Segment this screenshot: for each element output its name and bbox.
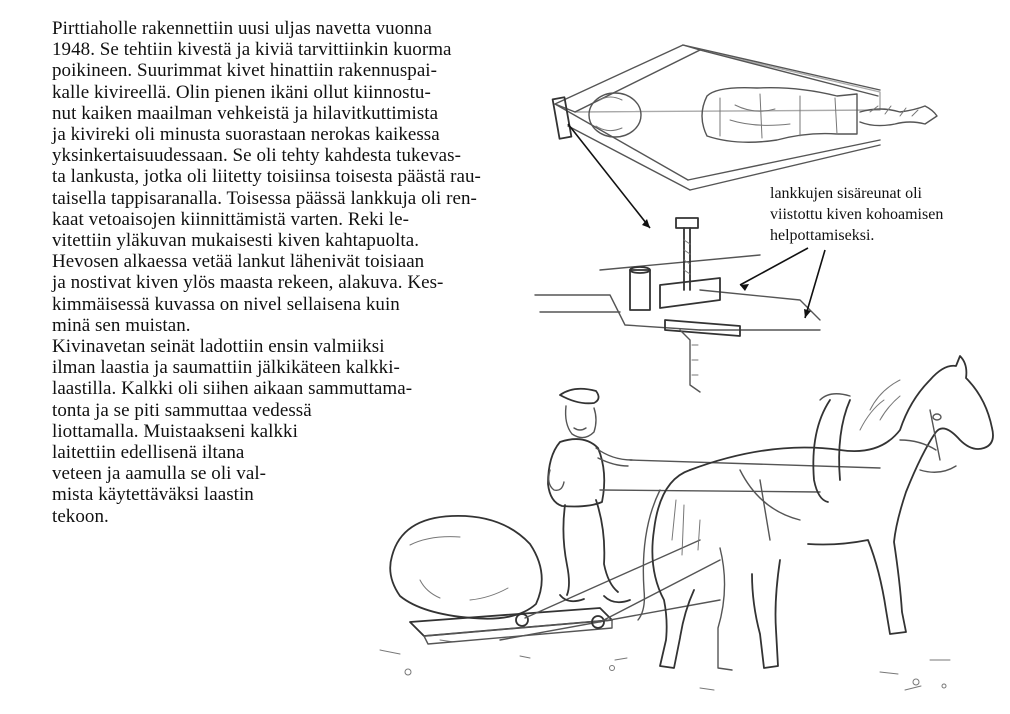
body-text-line: laastilla. Kalkki oli siihen aikaan sammuttama- bbox=[52, 378, 413, 400]
body-text-line: liottamalla. Muistaakseni kalkki bbox=[52, 420, 298, 442]
caption-line: lankkujen sisäreunat oli bbox=[770, 185, 922, 202]
caption-line: helpottamiseksi. bbox=[770, 227, 875, 244]
body-text-line: poikineen. Suurimmat kivet hinattiin rakennuspai- bbox=[52, 60, 438, 82]
body-text-line: veteen ja aamulla se oli val- bbox=[52, 463, 267, 485]
body-text-line: 1948. Se tehtiin kivestä ja kiviä tarvittiinkin kuorma bbox=[52, 39, 452, 61]
body-text-line: ilman laastia ja saumattiin jälkikäteen kalkki- bbox=[52, 357, 400, 379]
horse-stone-sled-sketch bbox=[380, 356, 993, 690]
figure-caption bbox=[770, 183, 1010, 246]
body-text-line: Hevosen alkaessa vetää lankut lähenivät toisiaan bbox=[52, 251, 425, 273]
body-text-line: kimmäisessä kuvassa on nivel sellaisena kuin bbox=[52, 293, 400, 315]
body-text-line: taisella tappisaranalla. Toisessa päässä lankkuja oli ren- bbox=[52, 187, 477, 209]
sled-top-view-sketch bbox=[553, 45, 937, 190]
body-text-line: ja kivireki oli minusta suorastaan nerokas kaikessa bbox=[52, 124, 440, 146]
body-text-line: vitettiin yläkuvan mukaisesti kiven kahtapuolta. bbox=[52, 230, 420, 252]
body-text-line: tonta ja se piti sammuttaa vedessä bbox=[52, 399, 312, 421]
body-text-line: mista käytettäväksi laastin bbox=[52, 484, 254, 506]
arrow-hinge bbox=[568, 124, 650, 228]
body-text-line: ja nostivat kiven ylös maasta rekeen, alakuva. Kes- bbox=[52, 272, 444, 294]
caption-line: viistottu kiven kohoamisen bbox=[770, 206, 944, 223]
body-text-line: tekoon. bbox=[52, 505, 109, 527]
body-text-line: nut kaiken maailman vehkeistä ja hilavitkuttimista bbox=[52, 102, 439, 124]
body-text-line: kaat vetoaisojen kiinnittämistä varten. Reki le- bbox=[52, 208, 409, 230]
body-text-line: yksinkertaisuudessaan. Se oli tehty kahdesta tukevas- bbox=[52, 145, 461, 167]
body-text-line: Kivinavetan seinät ladottiin ensin valmiiksi bbox=[52, 336, 385, 358]
body-text-line: kalle kivireellä. Olin pienen ikäni ollut kiinnostu- bbox=[52, 81, 431, 103]
arrow-caption bbox=[740, 248, 825, 318]
body-text-line: minä sen muistan. bbox=[52, 314, 191, 336]
body-text-line: ta lankusta, jotka oli liitetty toisiinsa toisesta päästä rau- bbox=[52, 166, 481, 188]
body-text-line: laitettiin edellisenä iltana bbox=[52, 442, 245, 464]
body-text-line: Pirttiaholle rakennettiin uusi uljas navetta vuonna bbox=[52, 18, 432, 39]
